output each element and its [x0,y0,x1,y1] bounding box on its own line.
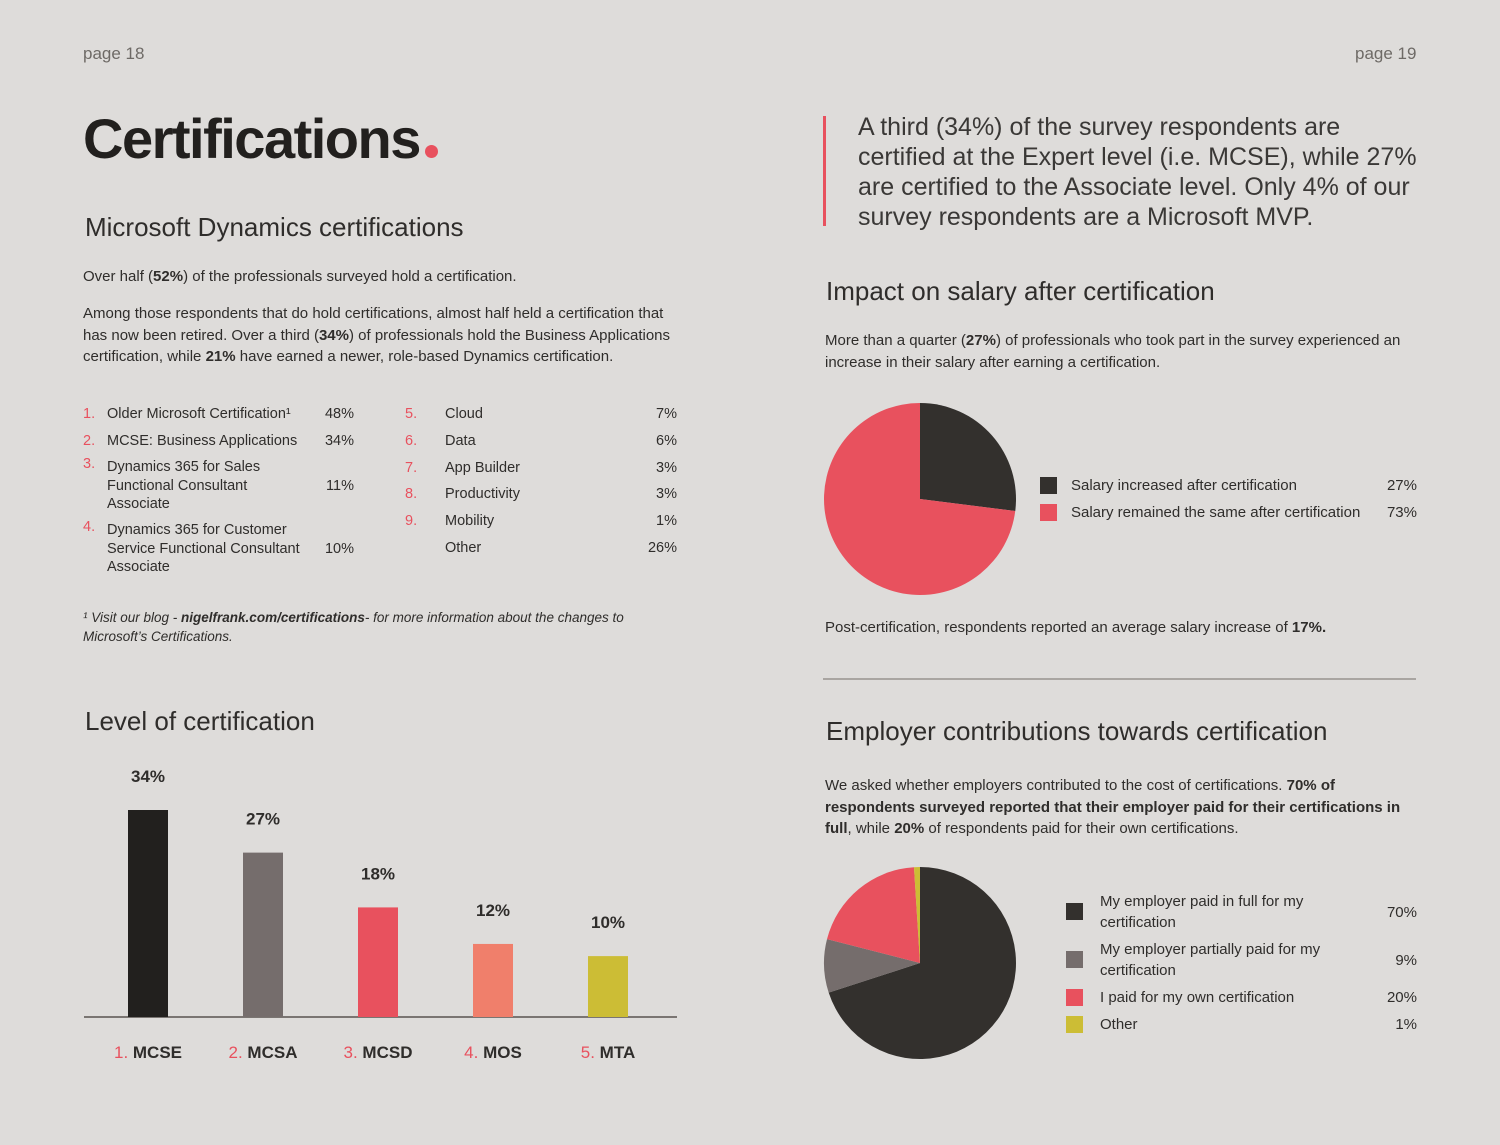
list-item: 3. Dynamics 365 for Sales Functional Consultant Associate 11% [83,456,354,512]
dynamics-heading: Microsoft Dynamics certifications [85,212,464,242]
salary-para: More than a quarter (27%) of professionals who took part in the survey experienced an increase in their salary after earning a certification. [825,332,1401,371]
employer-para: We asked whether employers contributed to the cost of certifications. 70% of respondents surveyed reported that their employer paid for their certifications in full, while 20% of respondents paid for their own certifications. [825,777,1401,837]
bar-value-label: 10% [590,913,626,933]
bar-category-label: 2. MCSA [228,1043,298,1062]
salary-pie-slice-0 [920,403,1016,511]
level-bar-chart [0,0,700,1145]
salary-heading: Impact on salary after certification [826,276,1215,306]
salary-pie-chart [820,398,1030,603]
bar-category-label: 3. MCSD [343,1043,413,1062]
employer-pie-chart [820,862,1030,1067]
page-number-right: page 19 [1355,44,1417,63]
quote-bar [823,116,826,226]
dynamics-para-2: Among those respondents that do hold certifications, almost half held a certification that has now been retired. Over a third (34%) of professionals hold the Business Applications certification, while 21% have earned a newer, role-based Dynamics certification. [83,305,671,365]
bar-category-label: 4. MOS [464,1043,522,1062]
bar-mos [473,944,513,1017]
dynamics-para-1: Over half (52%) of the professionals surveyed hold a certification. [83,268,517,285]
bar-mcsd [358,907,398,1017]
divider [823,678,1416,680]
bar-value-label: 12% [475,900,511,920]
legend-swatch [1066,989,1083,1006]
bar-mta [588,956,628,1017]
footnote-link[interactable]: nigelfrank.com/certifications [181,610,365,625]
bar-value-label: 27% [245,809,281,829]
legend-swatch [1066,1016,1083,1033]
legend-swatch [1040,504,1057,521]
salary-post-para: Post-certification, respondents reported an average salary increase of 17%. [825,619,1327,636]
bar-mcse [128,810,168,1017]
pull-quote: A third (34%) of the survey respondents are certified at the Expert level (i.e. MCSE), while 27% are certified to the Associate level. Only 4% of our survey respondents are a Microsoft MVP. [858,113,1417,231]
bar-value-label: 34% [130,767,166,786]
bar-category-label: 5. MTA [580,1043,636,1062]
footnote: ¹ Visit our blog - nigelfrank.com/certifications- for more information about the changes to Microsoft’s Certifications. [83,610,624,644]
bar-mcsa [243,853,283,1017]
page-number-left: page 18 [83,44,145,63]
level-heading: Level of certification [85,706,315,736]
page-title-text: Certifications [83,107,420,170]
bar-value-label: 18% [360,864,396,884]
employer-heading: Employer contributions towards certification [826,716,1328,746]
legend-swatch [1066,951,1083,968]
list-item: 4. Dynamics 365 for Customer Service Functional Consultant Associate 10% [83,519,354,575]
legend-swatch [1040,477,1057,494]
bar-category-label: 1. MCSE [113,1043,183,1062]
legend-swatch [1066,903,1083,920]
